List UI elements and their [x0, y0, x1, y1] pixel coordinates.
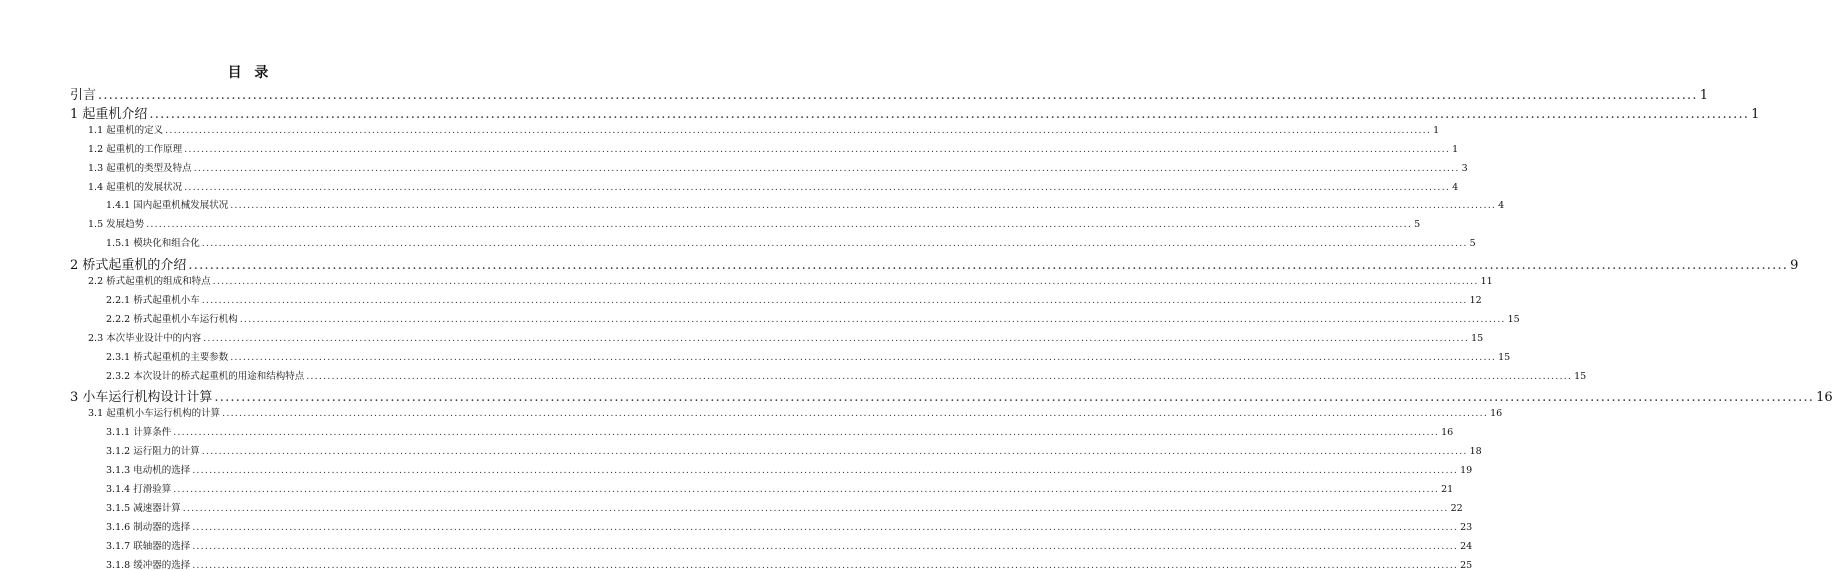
toc-entry[interactable]	[106, 235, 1476, 250]
toc-entry-label: 1.5.1 模块化和组合化	[106, 238, 200, 250]
toc-entry-label: 2.2 桥式起重机的组成和特点	[88, 276, 211, 287]
toc-leader-dots: ............................................................................................................................................................................................................................................................................................................	[188, 258, 1789, 274]
toc-entry[interactable]	[88, 122, 1440, 136]
toc-entry[interactable]	[106, 481, 1454, 495]
toc-entry-page: 4	[1498, 200, 1505, 212]
toc-entry[interactable]	[88, 141, 1459, 155]
toc-entry-label: 3.1.1 计算条件	[106, 427, 172, 439]
toc-leader-dots: ............................................................................................................................................................................................................................................................................................................	[192, 559, 1459, 571]
toc-entry-label: 2.3.2 本次设计的桥式起重机的用途和结构特点	[106, 370, 305, 382]
toc-entry-page: 24	[1460, 540, 1473, 552]
toc-entry[interactable]	[70, 84, 1708, 103]
toc-leader-dots: ............................................................................................................................................................................................................................................................................................................	[222, 408, 1489, 420]
toc-entry[interactable]	[106, 424, 1454, 439]
toc-leader-dots: ............................................................................................................................................................................................................................................................................................................	[192, 465, 1459, 476]
toc-entry-page: 15	[1574, 370, 1587, 382]
toc-entry-page: 1	[1751, 106, 1760, 122]
toc-entry[interactable]	[88, 179, 1459, 193]
toc-entry-page: 5	[1414, 219, 1421, 231]
toc-entry-label: 3.1.7 联轴器的选择	[106, 540, 191, 552]
toc-entry-label: 3.1.5 减速器计算	[106, 502, 181, 514]
toc-leader-dots: ............................................................................................................................................................................................................................................................................................................	[230, 200, 1497, 212]
toc-entry-page: 23	[1460, 521, 1473, 533]
toc-entry-page: 11	[1480, 276, 1493, 287]
toc-entry-page: 16	[1816, 390, 1833, 406]
toc-entry-label: 1.2 起重机的工作原理	[88, 143, 183, 155]
toc-leader-dots: ............................................................................................................................................................................................................................................................................................................	[212, 276, 1479, 287]
toc-entry-label: 1.4.1 国内起重机械发展状况	[106, 200, 229, 212]
toc-leader-dots: ............................................................................................................................................................................................................................................................................................................	[214, 390, 1815, 406]
toc-entry-page: 15	[1498, 351, 1511, 363]
toc-entry-page: 4	[1452, 181, 1459, 193]
toc-entry-page: 22	[1450, 502, 1463, 514]
toc-entry[interactable]	[106, 311, 1520, 325]
toc-leader-dots: ............................................................................................................................................................................................................................................................................................................	[146, 219, 1413, 231]
toc-entry[interactable]	[70, 386, 1833, 406]
toc-entry-page: 15	[1507, 313, 1520, 325]
toc-entry-label: 3 小车运行机构设计计算	[70, 390, 213, 406]
toc-entry-page: 1	[1452, 143, 1459, 155]
toc-entry[interactable]	[88, 273, 1493, 287]
toc-entry-label: 1.1 起重机的定义	[88, 124, 164, 136]
toc-entry[interactable]	[106, 292, 1482, 306]
toc-entry[interactable]	[106, 443, 1482, 458]
toc-entry-page: 1	[1699, 88, 1708, 103]
toc-entry-label: 3.1.4 打滑验算	[106, 483, 172, 495]
toc-entry-page: 16	[1490, 408, 1503, 420]
toc-entry-label: 引言	[70, 88, 97, 103]
toc-entry[interactable]	[88, 160, 1468, 174]
toc-entry[interactable]	[106, 349, 1511, 363]
toc-entry-label: 1.4 起重机的发展状况	[88, 181, 183, 193]
toc-leader-dots: ............................................................................................................................................................................................................................................................................................................	[192, 540, 1459, 552]
toc-entry[interactable]	[88, 216, 1421, 231]
toc-entry-page: 21	[1441, 483, 1454, 495]
toc-entry[interactable]	[106, 500, 1463, 514]
toc-entry[interactable]	[88, 330, 1484, 344]
toc-entry-page: 5	[1469, 238, 1476, 250]
toc-entry-page: 18	[1469, 446, 1482, 458]
toc-entry[interactable]	[88, 405, 1503, 420]
toc-leader-dots: ............................................................................................................................................................................................................................................................................................................	[182, 502, 1449, 514]
toc-leader-dots: ............................................................................................................................................................................................................................................................................................................	[201, 238, 1468, 250]
toc-leader-dots: ............................................................................................................................................................................................................................................................................................................	[193, 162, 1460, 174]
toc-entry[interactable]	[106, 197, 1505, 212]
toc-entry-page: 25	[1460, 559, 1473, 571]
toc-entry-label: 3.1.3 电动机的选择	[106, 465, 191, 476]
toc-leader-dots: ............................................................................................................................................................................................................................................................................................................	[173, 483, 1440, 495]
toc-leader-dots: ............................................................................................................................................................................................................................................................................................................	[173, 427, 1440, 439]
toc-entry-page: 3	[1461, 162, 1468, 174]
toc-entry[interactable]	[106, 462, 1473, 476]
toc-entry-label: 3.1.2 运行阻力的计算	[106, 446, 200, 458]
toc-leader-dots: ............................................................................................................................................................................................................................................................................................................	[184, 181, 1451, 193]
toc-leader-dots: ............................................................................................................................................................................................................................................................................................................	[239, 313, 1506, 325]
toc-entry-label: 1 起重机介绍	[70, 106, 148, 122]
toc-entry-label: 3.1.8 缓冲器的选择	[106, 559, 191, 571]
toc-entry[interactable]	[106, 519, 1473, 533]
toc-leader-dots: ............................................................................................................................................................................................................................................................................................................	[201, 294, 1468, 306]
toc-entry-label: 1.5 发展趋势	[88, 219, 145, 231]
toc-leader-dots: ............................................................................................................................................................................................................................................................................................................	[306, 370, 1573, 382]
toc-entry-page: 12	[1469, 294, 1482, 306]
toc-title: 目 录	[227, 65, 273, 81]
toc-entry[interactable]	[106, 557, 1473, 571]
toc-leader-dots: ............................................................................................................................................................................................................................................................................................................	[98, 88, 1698, 103]
toc-leader-dots: ............................................................................................................................................................................................................................................................................................................	[201, 446, 1468, 458]
toc-entry-label: 3.1 起重机小车运行机构的计算	[88, 408, 221, 420]
toc-entry[interactable]	[70, 103, 1760, 122]
toc-leader-dots: ............................................................................................................................................................................................................................................................................................................	[203, 332, 1470, 344]
toc-entry[interactable]	[106, 368, 1587, 382]
toc-entry-label: 2.3 本次毕业设计中的内容	[88, 332, 202, 344]
toc-leader-dots: ............................................................................................................................................................................................................................................................................................................	[184, 143, 1451, 155]
toc-leader-dots: ............................................................................................................................................................................................................................................................................................................	[192, 521, 1459, 533]
toc-entry-page: 9	[1790, 258, 1799, 274]
toc-entry-label: 3.1.6 制动器的选择	[106, 521, 191, 533]
toc-entry-page: 16	[1441, 427, 1454, 439]
toc-leader-dots: ............................................................................................................................................................................................................................................................................................................	[149, 106, 1750, 122]
toc-entry[interactable]	[106, 538, 1473, 552]
toc-entry-page: 19	[1460, 465, 1473, 476]
toc-entry[interactable]	[70, 254, 1799, 274]
toc-entry-label: 2.2.2 桥式起重机小车运行机构	[106, 313, 238, 325]
toc-entry-label: 1.3 起重机的类型及特点	[88, 162, 192, 174]
toc-entry-label: 2.2.1 桥式起重机小车	[106, 294, 200, 306]
toc-entry-page: 1	[1433, 124, 1440, 136]
toc-leader-dots: ............................................................................................................................................................................................................................................................................................................	[165, 124, 1432, 136]
toc-entry-page: 15	[1471, 332, 1484, 344]
toc-leader-dots: ............................................................................................................................................................................................................................................................................................................	[230, 351, 1497, 363]
toc-entry-label: 2 桥式起重机的介绍	[70, 258, 187, 274]
toc-entry-label: 2.3.1 桥式起重机的主要参数	[106, 351, 229, 363]
